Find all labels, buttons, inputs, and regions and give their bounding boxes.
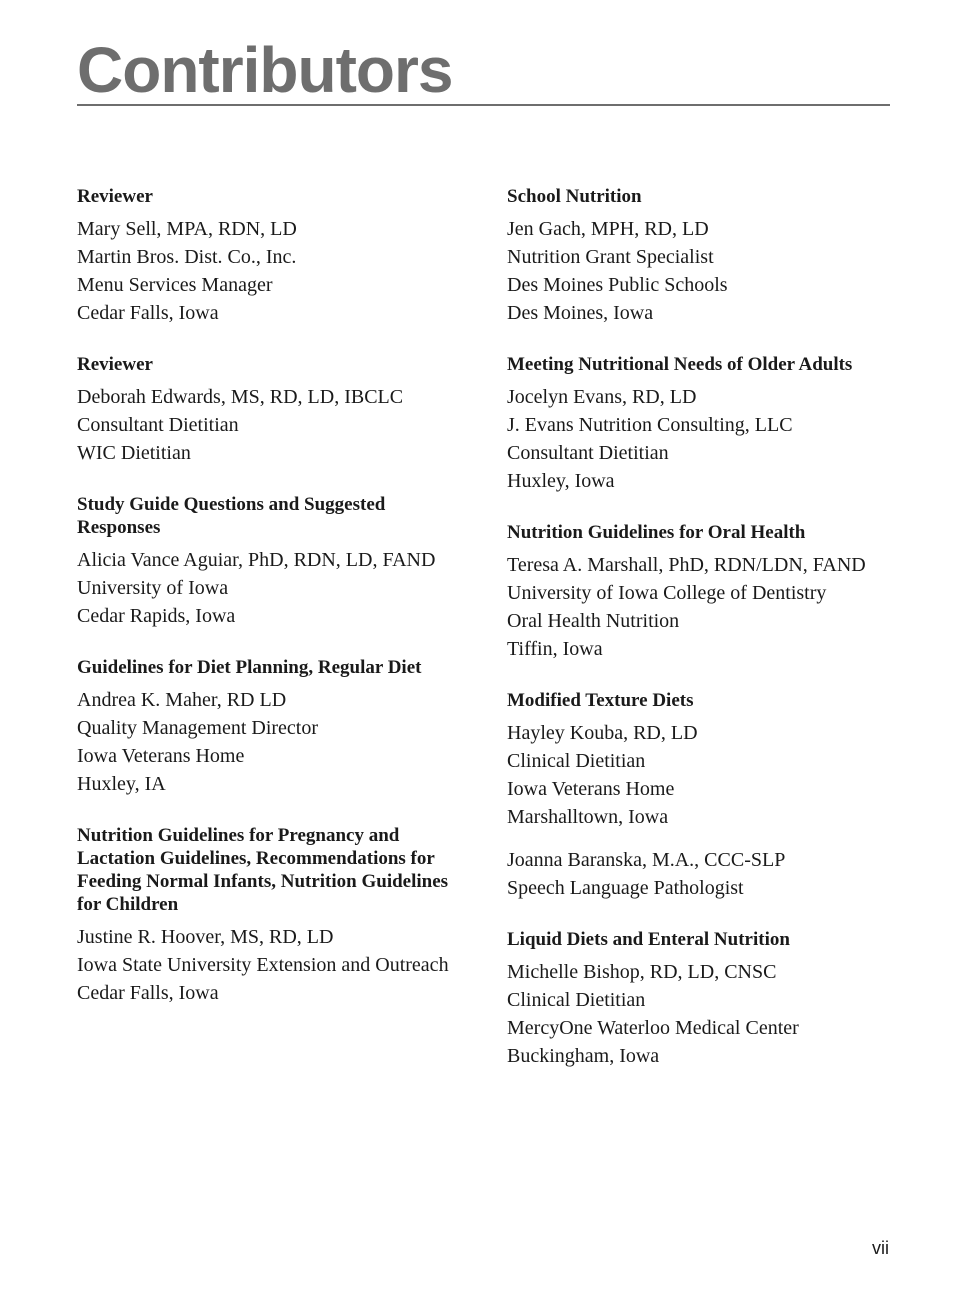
contributor-detail: Cedar Falls, Iowa bbox=[77, 302, 219, 324]
left-column bbox=[77, 185, 457, 1033]
contributor-section bbox=[77, 353, 457, 465]
page-title: Contributors bbox=[77, 34, 453, 106]
contributor-name: Justine R. Hoover, MS, RD, LD bbox=[77, 926, 334, 948]
contributor-detail: Speech Language Pathologist bbox=[507, 877, 744, 899]
contributor-name: Michelle Bishop, RD, LD, CNSC bbox=[507, 961, 777, 983]
contributor-detail: Marshalltown, Iowa bbox=[507, 806, 669, 828]
contributor-detail: Cedar Rapids, Iowa bbox=[77, 605, 236, 627]
contributor-section bbox=[77, 185, 457, 325]
contributor-detail: Consultant Dietitian bbox=[507, 442, 669, 464]
section-heading: Reviewer bbox=[77, 354, 153, 375]
contributor-detail: Martin Bros. Dist. Co., Inc. bbox=[77, 246, 297, 268]
contributor-detail: Quality Management Director bbox=[77, 717, 319, 739]
contributor-section bbox=[507, 521, 887, 661]
section-heading: Guidelines for Diet Planning, Regular Diet bbox=[77, 657, 422, 678]
contributor-detail: Oral Health Nutrition bbox=[507, 610, 680, 632]
contributor-name: Teresa A. Marshall, PhD, RDN/LDN, FAND bbox=[507, 554, 866, 576]
contributor-detail: WIC Dietitian bbox=[77, 442, 191, 464]
contributor-name: Mary Sell, MPA, RDN, LD bbox=[77, 218, 297, 240]
section-heading: Study Guide Questions and Suggested Responses bbox=[77, 494, 386, 538]
contributor-detail: Cedar Falls, Iowa bbox=[77, 982, 219, 1004]
contributor-detail: MercyOne Waterloo Medical Center bbox=[507, 1017, 799, 1039]
title-rule bbox=[77, 104, 890, 106]
contributor-section bbox=[507, 689, 887, 829]
contributor-detail: Huxley, Iowa bbox=[507, 470, 615, 492]
contributor-detail: University of Iowa College of Dentistry bbox=[507, 582, 827, 604]
contributor-detail: Iowa Veterans Home bbox=[77, 745, 245, 767]
contributor-name: Andrea K. Maher, RD LD bbox=[77, 689, 287, 711]
contributor-name: Deborah Edwards, MS, RD, LD, IBCLC bbox=[77, 386, 404, 408]
section-heading: Modified Texture Diets bbox=[507, 690, 694, 711]
contributor-section bbox=[507, 849, 887, 900]
contributor-detail: Iowa Veterans Home bbox=[507, 778, 675, 800]
contributor-detail: Des Moines Public Schools bbox=[507, 274, 728, 296]
contributor-detail: Buckingham, Iowa bbox=[507, 1045, 660, 1067]
contributor-name: Jen Gach, MPH, RD, LD bbox=[507, 218, 709, 240]
contributor-section bbox=[507, 353, 887, 493]
contributor-name: Jocelyn Evans, RD, LD bbox=[507, 386, 697, 408]
right-column bbox=[507, 185, 887, 1096]
section-heading: Meeting Nutritional Needs of Older Adults bbox=[507, 354, 853, 375]
contributor-section bbox=[507, 185, 887, 325]
contributor-section bbox=[77, 656, 457, 796]
section-heading: Nutrition Guidelines for Oral Health bbox=[507, 522, 806, 543]
contributor-detail: Menu Services Manager bbox=[77, 274, 273, 296]
contributor-section bbox=[77, 493, 457, 628]
contributor-detail: Consultant Dietitian bbox=[77, 414, 239, 436]
contributor-section bbox=[77, 824, 457, 1005]
contributor-name: Alicia Vance Aguiar, PhD, RDN, LD, FAND bbox=[77, 549, 436, 571]
contributor-detail: University of Iowa bbox=[77, 577, 229, 599]
section-heading: Nutrition Guidelines for Pregnancy and Lactation Guidelines, Recommendations for Feeding Normal Infants, Nutrition Guidelines for Children bbox=[77, 825, 449, 915]
contributor-detail: Tiffin, Iowa bbox=[507, 638, 603, 660]
contributor-detail: Clinical Dietitian bbox=[507, 750, 646, 772]
contributor-name: Joanna Baranska, M.A., CCC-SLP bbox=[507, 849, 786, 871]
section-heading: Reviewer bbox=[77, 186, 153, 207]
contributor-detail: Nutrition Grant Specialist bbox=[507, 246, 714, 268]
section-heading: School Nutrition bbox=[507, 186, 642, 207]
contributor-detail: Des Moines, Iowa bbox=[507, 302, 654, 324]
page-number: vii bbox=[872, 1238, 889, 1258]
contributor-detail: Huxley, IA bbox=[77, 773, 166, 795]
section-heading: Liquid Diets and Enteral Nutrition bbox=[507, 929, 790, 950]
contributor-detail: Iowa State University Extension and Outreach bbox=[77, 954, 449, 976]
contributor-name: Hayley Kouba, RD, LD bbox=[507, 722, 698, 744]
contributor-section bbox=[507, 928, 887, 1068]
contributor-detail: Clinical Dietitian bbox=[507, 989, 646, 1011]
contributor-detail: J. Evans Nutrition Consulting, LLC bbox=[507, 414, 793, 436]
